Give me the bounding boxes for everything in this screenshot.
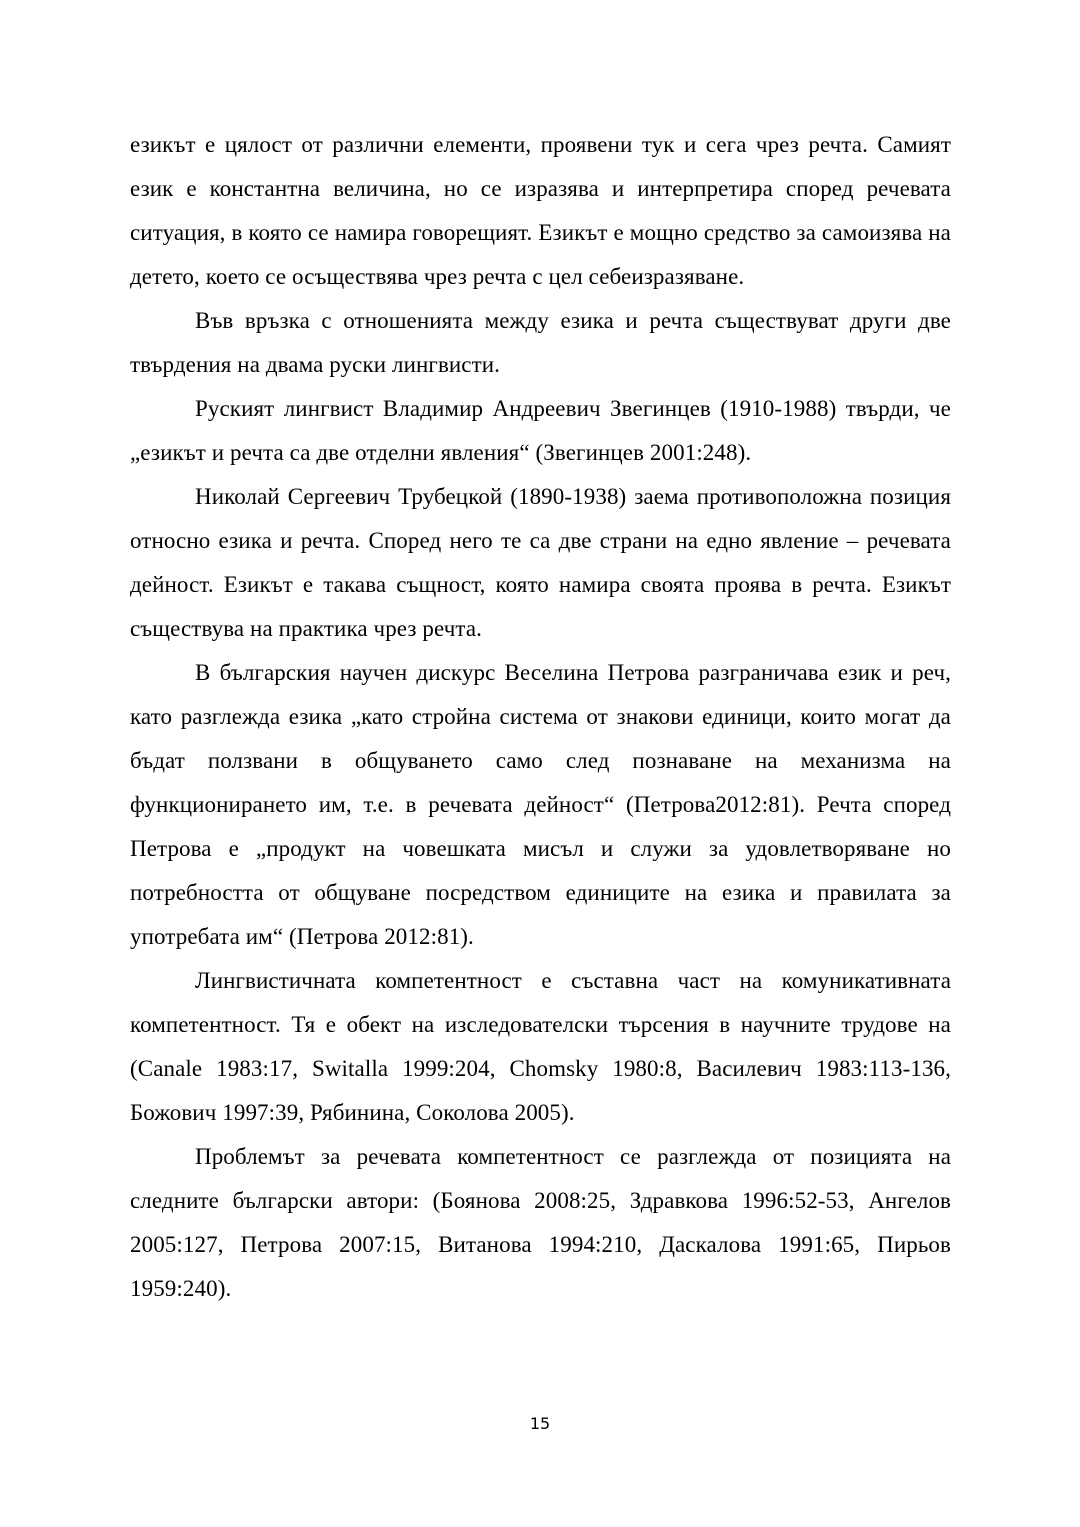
page-number: 15 (529, 1414, 551, 1433)
paragraph-3: Руският лингвист Владимир Андреевич Звегинцев (1910-1988) твърди, че „езикът и речта са две отделни явления“ (Звегинцев 2001:248). (130, 396, 951, 465)
paragraph-4: Николай Сергеевич Трубецкой (1890-1938) заема противоположна позиция относно езика и речта. Според него те са две страни на едно явление – речевата дейност. Езикът е такава същност, която намира своята проява в речта. Езикът съществува на практика чрез речта. (130, 484, 951, 641)
paragraph-2: Във връзка с отношенията между езика и речта съществуват други две твърдения на двама руски лингвисти. (130, 308, 951, 377)
body-text (130, 123, 951, 1311)
paragraph-6: Лингвистичната компетентност е съставна част на комуникативната компетентност. Тя е обект на изследователски търсения в научните трудове на (Canale 1983:17, Switalla 1999:204, Chomsky 1980:8, Василевич 1983:113-136, Божович 1997:39, Рябинина, Соколова 2005). (130, 968, 951, 1125)
paragraph-7: Проблемът за речевата компетентност се разглежда от позицията на следните български автори: (Боянова 2008:25, Здравкова 1996:52-53, Ангелов 2005:127, Петрова 2007:15, Витанова 1994:210, Даскалова 1991:65, Пирьов 1959:240). (130, 1144, 951, 1301)
paragraph-5: В българския научен дискурс Веселина Петрова разграничава език и реч, като разглежда езика „като стройна система от знакови единици, които могат да бъдат ползвани в общуването само след познаване на механизма на функционирането им, т.е. в речевата дейност“ (Петрова2012:81). Речта според Петрова е „продукт на човешката мисъл и служи за удовлетворяване но потребността от общуване посредством единиците на езика и правилата за употребата им“ (Петрова 2012:81). (130, 660, 951, 949)
paragraph-1: езикът е цялост от различни елементи, проявени тук и сега чрез речта. Самият език е константна величина, но се изразява и интерпретира според речевата ситуация, в която се намира говорещият. Езикът е мощно средство за самоизява на детето, което се осъществява чрез речта с цел себеизразяване. (130, 132, 951, 289)
